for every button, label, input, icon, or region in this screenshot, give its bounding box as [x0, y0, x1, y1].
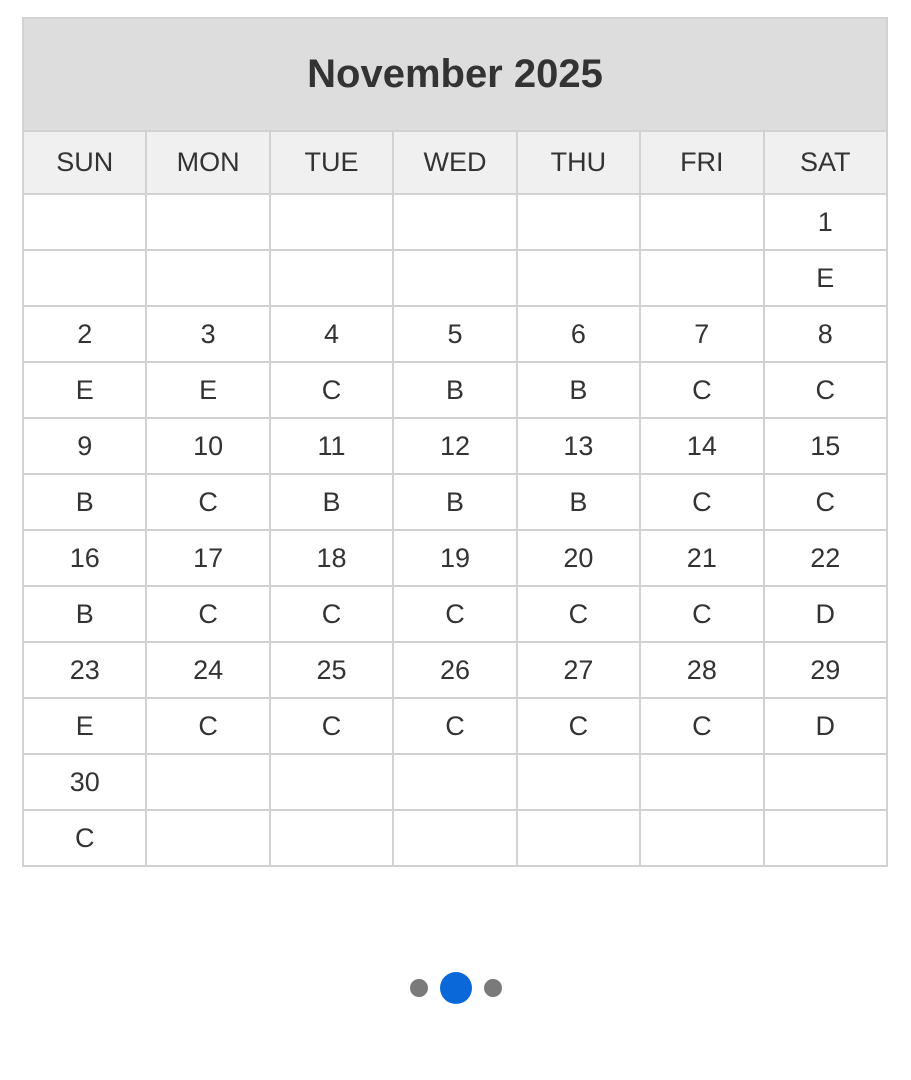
day-grade-cell[interactable]: B [393, 362, 516, 418]
day-grade-cell[interactable]: E [146, 362, 269, 418]
grade-row [23, 698, 887, 754]
day-number-cell[interactable] [517, 194, 640, 250]
day-number-cell[interactable]: 16 [23, 530, 146, 586]
day-grade-cell[interactable] [393, 250, 516, 306]
day-grade-cell[interactable]: C [270, 586, 393, 642]
date-row [23, 194, 887, 250]
day-grade-cell[interactable]: C [517, 698, 640, 754]
day-grade-cell[interactable] [517, 810, 640, 866]
day-grade-cell[interactable]: C [517, 586, 640, 642]
grade-row [23, 362, 887, 418]
day-number-cell[interactable]: 26 [393, 642, 516, 698]
day-grade-cell[interactable]: C [640, 362, 763, 418]
day-grade-cell[interactable] [146, 810, 269, 866]
day-number-cell[interactable] [146, 754, 269, 810]
day-number-cell[interactable]: 13 [517, 418, 640, 474]
day-number-cell[interactable]: 19 [393, 530, 516, 586]
day-grade-cell[interactable] [270, 250, 393, 306]
day-number-cell[interactable]: 6 [517, 306, 640, 362]
day-number-cell[interactable] [517, 754, 640, 810]
month-calendar [22, 17, 888, 867]
day-number-cell[interactable]: 28 [640, 642, 763, 698]
day-number-cell[interactable] [270, 194, 393, 250]
day-number-cell[interactable]: 1 [764, 194, 887, 250]
day-number-cell[interactable] [640, 194, 763, 250]
day-grade-cell[interactable] [393, 810, 516, 866]
day-grade-cell[interactable]: C [146, 586, 269, 642]
day-grade-cell[interactable]: C [640, 586, 763, 642]
day-number-cell[interactable]: 7 [640, 306, 763, 362]
weekday-sat: SAT [764, 131, 887, 194]
day-number-cell[interactable]: 12 [393, 418, 516, 474]
day-grade-cell[interactable] [517, 250, 640, 306]
page-dot[interactable] [484, 979, 502, 997]
day-grade-cell[interactable] [640, 810, 763, 866]
day-grade-cell[interactable] [764, 810, 887, 866]
day-number-cell[interactable]: 8 [764, 306, 887, 362]
weekday-wed: WED [393, 131, 516, 194]
day-grade-cell[interactable]: E [764, 250, 887, 306]
day-grade-cell[interactable] [23, 250, 146, 306]
day-grade-cell[interactable] [270, 810, 393, 866]
date-row [23, 418, 887, 474]
date-row [23, 642, 887, 698]
day-number-cell[interactable]: 21 [640, 530, 763, 586]
grade-row [23, 474, 887, 530]
day-number-cell[interactable]: 11 [270, 418, 393, 474]
weekday-mon: MON [146, 131, 269, 194]
day-number-cell[interactable]: 14 [640, 418, 763, 474]
day-number-cell[interactable] [270, 754, 393, 810]
day-number-cell[interactable]: 23 [23, 642, 146, 698]
day-grade-cell[interactable]: B [23, 586, 146, 642]
day-grade-cell[interactable]: E [23, 698, 146, 754]
date-row [23, 530, 887, 586]
page-dot[interactable] [410, 979, 428, 997]
day-grade-cell[interactable]: C [146, 474, 269, 530]
day-grade-cell[interactable] [146, 250, 269, 306]
day-number-cell[interactable]: 2 [23, 306, 146, 362]
day-grade-cell[interactable] [640, 250, 763, 306]
day-grade-cell[interactable]: B [393, 474, 516, 530]
day-number-cell[interactable]: 3 [146, 306, 269, 362]
day-number-cell[interactable]: 29 [764, 642, 887, 698]
day-grade-cell[interactable]: C [764, 474, 887, 530]
day-number-cell[interactable] [146, 194, 269, 250]
day-grade-cell[interactable]: C [640, 698, 763, 754]
day-number-cell[interactable] [393, 754, 516, 810]
grade-row [23, 250, 887, 306]
day-number-cell[interactable]: 5 [393, 306, 516, 362]
weekday-header-row [23, 131, 887, 194]
day-grade-cell[interactable]: B [270, 474, 393, 530]
day-grade-cell[interactable]: C [764, 362, 887, 418]
day-number-cell[interactable]: 20 [517, 530, 640, 586]
weekday-tue: TUE [270, 131, 393, 194]
calendar-body [23, 194, 887, 866]
day-number-cell[interactable]: 24 [146, 642, 269, 698]
day-grade-cell[interactable]: E [23, 362, 146, 418]
page-indicator[interactable] [0, 970, 911, 1006]
grade-row [23, 810, 887, 866]
day-number-cell[interactable]: 4 [270, 306, 393, 362]
day-grade-cell[interactable]: C [640, 474, 763, 530]
day-grade-cell[interactable]: B [517, 474, 640, 530]
day-grade-cell[interactable]: B [23, 474, 146, 530]
weekday-fri: FRI [640, 131, 763, 194]
day-number-cell[interactable] [640, 754, 763, 810]
grade-row [23, 586, 887, 642]
day-number-cell[interactable] [393, 194, 516, 250]
day-number-cell[interactable]: 25 [270, 642, 393, 698]
day-number-cell[interactable]: 15 [764, 418, 887, 474]
day-grade-cell[interactable]: C [270, 362, 393, 418]
day-grade-cell[interactable]: C [23, 810, 146, 866]
day-number-cell[interactable]: 17 [146, 530, 269, 586]
day-grade-cell[interactable]: C [146, 698, 269, 754]
date-row [23, 754, 887, 810]
day-number-cell[interactable] [23, 194, 146, 250]
month-title: November 2025 [23, 18, 887, 131]
day-number-cell[interactable]: 30 [23, 754, 146, 810]
day-grade-cell[interactable]: C [393, 586, 516, 642]
day-grade-cell[interactable]: C [393, 698, 516, 754]
day-number-cell[interactable]: 22 [764, 530, 887, 586]
weekday-sun: SUN [23, 131, 146, 194]
day-grade-cell[interactable]: D [764, 586, 887, 642]
date-row [23, 306, 887, 362]
day-number-cell[interactable]: 27 [517, 642, 640, 698]
day-grade-cell[interactable]: D [764, 698, 887, 754]
day-number-cell[interactable]: 10 [146, 418, 269, 474]
day-number-cell[interactable]: 18 [270, 530, 393, 586]
weekday-thu: THU [517, 131, 640, 194]
day-number-cell[interactable] [764, 754, 887, 810]
day-number-cell[interactable]: 9 [23, 418, 146, 474]
day-grade-cell[interactable]: C [270, 698, 393, 754]
day-grade-cell[interactable]: B [517, 362, 640, 418]
page-dot-active[interactable] [440, 972, 472, 1004]
